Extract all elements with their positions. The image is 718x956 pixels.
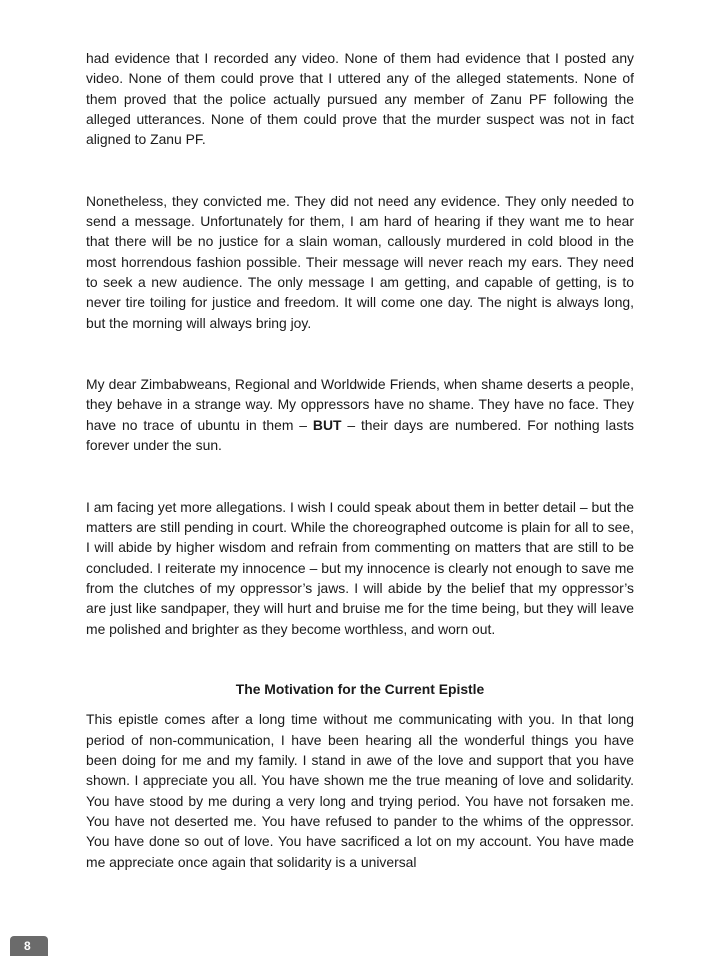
document-body (86, 48, 634, 872)
page-number: 8 (24, 939, 31, 953)
paragraph-2: Nonetheless, they convicted me. They did not need any evidence. They only needed to send a message. Unfortunately for them, I am hard of hearing if they want me to hear that there will be no justice for a slain woman, callously murdered in cold blood in the most horrendous fashion possible. Their message will never reach my ears. They need to seek a new audience. The only message I am getting, and capable of getting, is to never tire toiling for justice and freedom. It will come one day. The night is always long, but the morning will always bring joy. (86, 192, 634, 331)
section-heading: The Motivation for the Current Epistle (235, 680, 485, 697)
paragraph-1: had evidence that I recorded any video. None of them had evidence that I posted any video. None of them could prove that I uttered any of the alleged statements. None of them proved that the police actually pursued any member of Zanu PF following the alleged utterances. None of them could prove that the murder suspect was not in fact aligned to Zanu PF. (86, 50, 634, 148)
page-number-tab (10, 936, 48, 956)
paragraph-3-bold-word: BUT (312, 416, 342, 433)
paragraph-5: This epistle comes after a long time without me communicating with you. In that long period of non-communication, I have been hearing all the wonderful things you have been doing for me and my family. I stand in awe of the love and support that you have shown. I appreciate you all. You have shown me the true meaning of love and solidarity. You have stood by me during a very long and trying period. You have not forsaken me. You have not deserted me. You have refused to pander to the whims of the oppressor. You have done so out of love. You have sacrificed a lot on my account. You have made me appreciate once again that solidarity is a universal (86, 711, 634, 870)
paragraph-3 (86, 374, 634, 455)
paragraph-3-text-end: – their days are numbered. For nothing lasts forever under the sun. (86, 416, 634, 454)
paragraph-3-text-start: My dear Zimbabweans, Regional and Worldwide Friends, when shame deserts a people, they behave in a strange way. My oppressors have no shame. They have no face. They have no trace of ubuntu in them – (86, 376, 634, 433)
paragraph-4: I am facing yet more allegations. I wish I could speak about them in better detail – but the matters are still pending in court. While the choreographed outcome is plain for all to see, I will abide by higher wisdom and refrain from commenting on matters that are still to be concluded. I reiterate my innocence – but my innocence is clearly not enough to save me from the clutches of my oppressor’s jaws. I will abide by the belief that my oppressor’s are just like sandpaper, they will hurt and bruise me for the time being, but they will leave me polished and brighter as they become worthless, and worn out. (86, 498, 634, 637)
